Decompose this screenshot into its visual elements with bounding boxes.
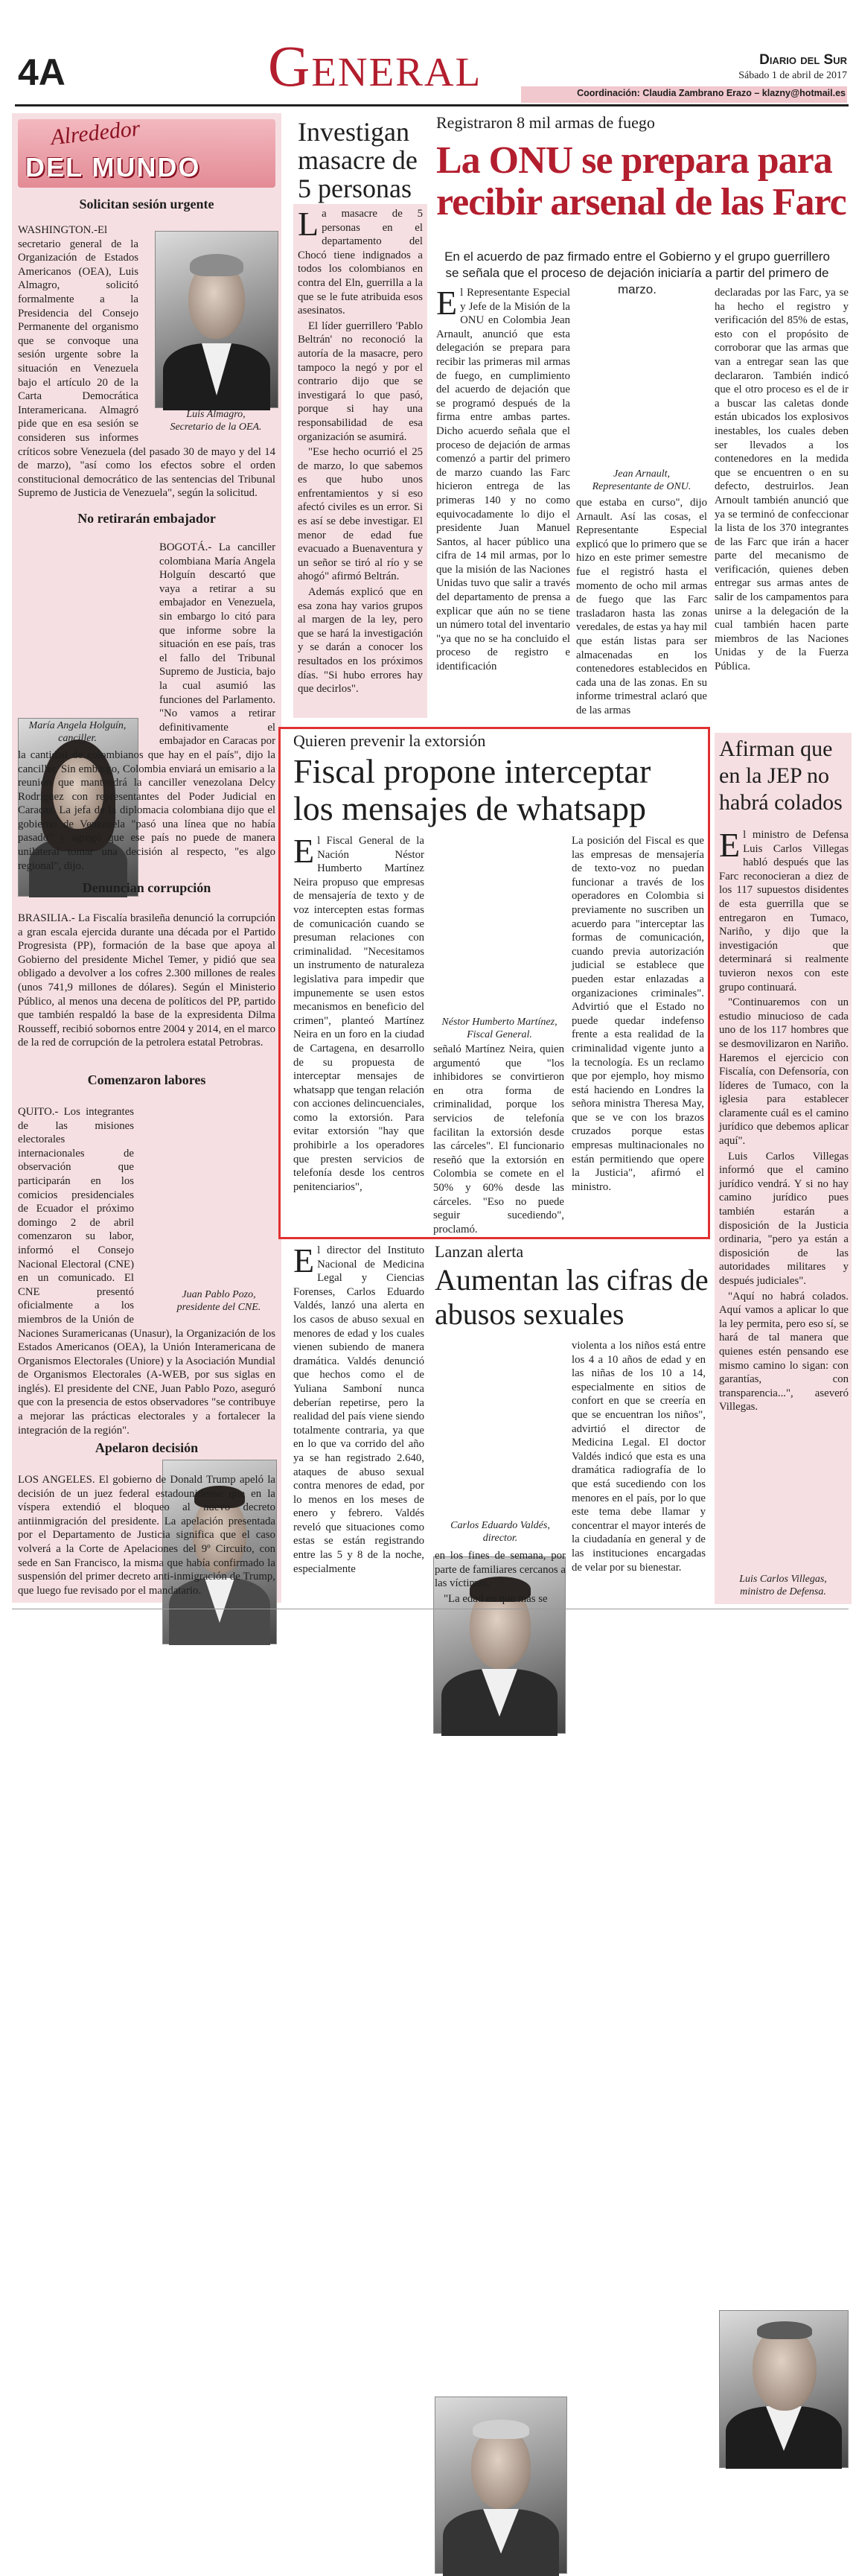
- sidebar-headline-4: Comenzaron labores: [87, 1072, 206, 1087]
- onu-headline: La ONU se prepara para recibir arsenal de las Farc: [436, 139, 846, 223]
- onu-col-2: [576, 496, 707, 725]
- fiscal-headline-2: los mensajes de whatsapp: [293, 789, 646, 827]
- onu-kicker: Registraron 8 mil armas de fuego: [436, 113, 655, 132]
- abusos-kicker: Lanzan alerta: [435, 1242, 524, 1261]
- story-text: l Fiscal General de la Nación Néstor Humberto Martínez Neira propuso que empresas de mensajería de texto y de voz intercepten estas formas de comunicación cuando se presuman relaciones con criminalidad. "Necesitamos un instrumento de naturaleza legislativa para impedir que impunemente se usen estos mecanismos en beneficio del crimen", planteó Martínez Neira en un foro en la ciudad de Cartagena, en desarrollo de su propuesta de interceptar mensajes de whatsapp que tengan relación con acciones delincuenciales, como la extorsión. Para evitar extorsión "hay que prohibirle a los operadores que presten servicios de telefonía desde los centros penitenciarios",: [293, 835, 424, 1193]
- story-text: l ministro de Defensa Luis Carlos Villegas habló después que las Farc reconocieran a diez de los 117 supuestos disidentes de esta guerrilla que se entregaron en Tumaco, Nariño, y dijo que la investigación que determinará si realmente tuvieron nexos con este grupo continuará.: [719, 829, 849, 993]
- caption-line: Representante de ONU.: [592, 481, 691, 492]
- caption-villegas: [715, 1573, 852, 1598]
- fiscal-headline-1: Fiscal propone interceptar: [293, 752, 651, 790]
- dropcap: E: [719, 826, 741, 864]
- onu-col-3: [715, 286, 849, 730]
- dropcap: L: [298, 205, 319, 243]
- fiscal-kicker: Quieren prevenir la extorsión: [293, 731, 486, 750]
- caption-line: Luis Almagro,: [186, 409, 246, 420]
- header-rule: [15, 104, 849, 106]
- caption-line: Fiscal General.: [467, 1029, 532, 1040]
- caption-line: canciller.: [58, 733, 97, 744]
- story-text: a masacre de 5 personas en el departamento del Chocó tiene indignados a todos los colombianos en contra del Eln, guerrilla a la que se le fute atribuida esos asesinatos.: [298, 208, 423, 317]
- caption-line: Juan Pablo Pozo,: [182, 1289, 256, 1300]
- masacre-headline: Investigan masacre de 5 personas: [298, 117, 418, 203]
- dropcap: E: [293, 832, 315, 870]
- abusos-col-2: [435, 1549, 566, 1609]
- photo-valdes: [435, 2397, 567, 2574]
- onu-deck: En el acuerdo de paz firmado entre el Gobierno y el grupo guerrillero se señala que el proceso de dejación iniciaría a partir del primero de marzo.: [444, 249, 830, 296]
- story-text: señaló Martínez Neira, quien argumentó que "los inhibidores se convirtieron en otra forma de criminalidad, porque los servicios de telefonía facilitan la extorsión desde las cárceles". El funcionario reseñó que la extorsión en Colombia se comete en el 50% y 60% desde las cárceles. "Eso no puede seguir sucediendo", proclamó.: [433, 1043, 564, 1235]
- sidebar-story-3: [18, 912, 275, 1058]
- caption-line: ministro de Defensa.: [740, 1586, 826, 1597]
- caption-line: Secretario de la OEA.: [170, 422, 262, 433]
- story-text: BOGOTÁ.- La canciller colombiana María Angela Holguín descartó que vaya a retirar a su embajador en Venezuela, sin embargo lo citó para que informe sobre la situación en ese país, tras el fallo del Tribunal Supremo de Justicia, bajo la cual asumió las funciones del Parlamento. "No vamos a retirar definitivamente el embajador en Caracas por la cantidad de colombianos que hay en el país", dijo la canciller. Sin embargo, Colombia enviará un emisario a la reunión que mantendrá la canciller venezolana Delcy Rodríguez con representantes del Poder Judicial en Caracas. La jefa de la diplomacia colombiana dijo que el gobierno de Venezuela "pasó una línea que no había pasado" y agregó que ese país no puede de manera unilateral tomar una decisión al respecto, "es algo regional", dijo.: [18, 541, 275, 872]
- world-banner: [18, 115, 275, 188]
- masacre-body: [298, 207, 423, 721]
- masthead: Diario del Sur: [759, 52, 847, 68]
- story-text: La posición del Fiscal es que las empresas de mensajería de texto-voz no puedan funcionar a través de los operadores en Colombia si previamente no suscriben un acuerdo para "interceptar las formas de comunicación, cuando previa autorización judicial se establece que pueden estar enlazadas a organizaciones criminales". Advirtió que el Estado no puede quedar indefenso frente a esta realidad de la criminalidad vigente junto a la tecnología. Es un reclamo que por ejemplo, hoy mismo está haciendo en Londres la señora ministra Theresa May, que se ve con los brazos cruzados porque estas empresas multinacionales no están permitiendo que opere la Justicia", afirmó el ministro.: [572, 835, 704, 1193]
- abusos-headline: Aumentan las cifras de abusos sexuales: [435, 1263, 709, 1331]
- story-text: Luis Carlos Villegas informó que el camino jurídico vendrá. Y si no hay camino jurídico pues también estarán a disposición de la Justicia ordinaria, "pero ya están a disposición de las autoridades militares y después judiciales".: [719, 1150, 849, 1287]
- story-text: Además explicó que en esa zona hay varios grupos al margen de la ley, pero que se hará la investigación y se darán a conocer los resultados en los próximos días. "Si hubo errores hay que decirlos".: [298, 586, 423, 696]
- onu-col-1: [436, 286, 570, 725]
- caption-martinez: [429, 1016, 570, 1041]
- story-text: "Continuaremos con un estudio minucioso de cada uno de los 117 hombres que se desmovilizaron en Nariño. Haremos el ejercicio con Fiscalía, con Defensoría, con líderes de Tumaco, con la iglesia para establecer claramente cuál es el camino jurídico que debemos aplicar aquí".: [719, 996, 849, 1148]
- banner-main: DEL MUNDO: [25, 152, 201, 182]
- story-text: violenta a los niños está entre los 4 a 10 años de edad y en las niñas de los 10 a 14, especialmente en sitios de confort en que se creería en que se encuentran los niños", advirtió el director de Medicina Legal. El doctor Valdés indicó que esta es una dramática radiografía de lo que está sucediendo con los menores en el país, por lo que este tema debe llamar y concentrar el mayor interés de la ciudadanía en general y de las instituciones encargadas de velar por su bienestar.: [572, 1340, 706, 1574]
- caption-arnault: [576, 468, 707, 493]
- fiscal-col-2: [433, 1043, 564, 1236]
- fiscal-col-1: [293, 834, 424, 1236]
- story-text: "Ese hecho ocurrió el 25 de marzo, lo que sabemos es que hubo unos enfrentamientos y si eso afectó civiles es un error. Si es así se debe investigar. El menor de edad fue evacuado a Buenaventura y un señor se tiró al río y se ahogó" afirmó Beltrán.: [298, 446, 423, 583]
- sidebar-story-2: [18, 541, 275, 873]
- sidebar-headline-3: Denuncian corrupción: [82, 880, 211, 895]
- sidebar-story-5: [18, 1473, 275, 1600]
- story-text: El líder guerrillero 'Pablo Beltrán' no reconoció la autoría de la masacre, pero tampoco la negó y por el contrario dijo que se investigará lo que pasó, porque si hay una responsabilidad de esa organización se asumirá.: [298, 319, 423, 443]
- banner-script: Alrededor: [49, 115, 141, 150]
- header-date: Sábado 1 de abril de 2017: [738, 70, 847, 81]
- sidebar-headline-5: Apelaron decisión: [95, 1440, 199, 1455]
- caption-line: presidente del CNE.: [176, 1302, 261, 1313]
- caption-line: Carlos Eduardo Valdés,: [450, 1520, 550, 1531]
- caption-line: Luis Carlos Villegas,: [739, 1574, 827, 1585]
- caption-line: Jean Arnault,: [613, 468, 670, 480]
- caption-line: director.: [482, 1533, 518, 1544]
- story-text: l Representante Especial y Jefe de la Misión de la ONU en Colombia Jean Arnault, anunció que esta delegación se prepara para recibir las primeras mil armas de fuego, en cumplimiento del acuerdo de dejación que se programó después de la firma entre ambas partes. Dicho acuerdo señala que el proceso de dejación de armas comenzó a partir del primero de marzo cuando las Farc hicieron entrega de las primeras 140 y no como equivocadamente lo dijo el presidente Juan Manuel Santos, al hacer público una cifra de 14 mil armas, por lo que la misión de las Naciones Unidas tuvo que salir a través del departamento de prensa a explicar que aún no se tiene un número total del inventario "ya que no se ha concluido el proceso de registro e identificación: [436, 287, 570, 673]
- story-text: QUITO.- Los integrantes de las misiones electorales internacionales de observación que participarán en los comicios presidenciales de Ecuador el próximo domingo 2 de abril comenzaron su labor, informó el Consejo Nacional Electoral (CNE) en un comunicado. El CNE presentó oficialmente a los miembros de la Unión de Naciones Suramericanas (Unasur), la Organización de los Estados Americanos (OEA), la Unión Interamericana de Organismos Electorales (Uniore) y la Asociación Mundial de Organismos Electorales (A-WEB, por sus siglas en inglés). El presidente del CNE, Juan Pablo Pozo, aseguró que con la presencia de estos observadores "se contribuye a mejorar las prácticas electorales y a fortalecer la integración de la región".: [18, 1106, 275, 1437]
- sidebar-story-1: [18, 223, 275, 500]
- dropcap: E: [436, 284, 458, 322]
- story-text: "Aquí no habrá colados. Aquí vamos a aplicar lo que la ley permita, pero eso sí, se hará de tal manera que quienes estén pensando ese mismo camino lo sigan: con garantías, con transparencia...", aseveró Villegas.: [719, 1290, 849, 1413]
- fiscal-col-3: [572, 834, 704, 1236]
- jep-headline: Afirman que en la JEP no habrá colados: [719, 737, 843, 815]
- coordination-line: Coordinación: Claudia Zambrano Erazo – klazny@hotmail.es: [577, 88, 846, 98]
- jep-body: [719, 828, 849, 1416]
- story-text: WASHINGTON.-El secretario general de la Organización de Estados Americanos (OEA), Luis Almagro, solicitó formalmente a la Presidencia del Consejo Permanente del organismo que se convoque una sesión urgente sobre la situación en Venezuela bajo el artículo 20 de la Carta Democrática Interamericana. Almagró pide que en esa sesión se consideren sus informes críticos sobre Venezuela (del pasado 30 de mayo y del 14 de marzo), "así como los efectos sobre el orden constitucional democrático de las sentencias del Tribunal Supremo de Justicia de Venezuela", según la solicitud.: [18, 224, 275, 500]
- sidebar-headline-1: Solicitan sesión urgente: [79, 197, 214, 212]
- story-text: BRASILIA.- La Fiscalía brasileña denunció la corrupción a gran escala ejercida durante una década por el Partido Progresista (PP), formación de la base que apoya al Gobierno del presidente Michel Temer, y pidió que sea obligado a devolver a los cofres 2.300 millones de reales (unos 741,9 millones de dólares). Según el Ministerio Público, al menos una decena de políticos del PP, partido que también respaldó la base de la expresidenta Dilma Rousseff, recibió sobornos entre 2004 y 2014, en el marco de la red de corrupción de la petrolera estatal Petrobras.: [18, 912, 275, 1049]
- story-text: "La edad en que más se: [444, 1592, 548, 1605]
- story-text: declaradas por las Farc, ya se ha hecho el registro y verificación del 85% de estas, esto con el propósito de corroborar que las armas que van a entregar sean las que declararon. También indicó que el otro proceso es el de ir a buscar las caletas donde están ubicados los explosivos inestables, los cuales deben ser llevados a los contenedores en la medida que se encuentren o en su defecto, destruirlos. Jean Arnoult también anunció que ya se terminó de confeccionar la lista de los 370 integrantes de las Farc que irán a hacer parte del mecanismo de verificación, quienes deben entregar sus armas antes de salir de los campamentos para unirse a la delegación de la cual también hacen parte miembros de las Naciones Unidas y de la Fuerza Pública.: [715, 287, 849, 673]
- story-text: que estaba en curso", dijo Arnault. Así las cosas, el Representante Especial explicó que lo primero que se hizo en este primer semestre fue el registró hasta el momento de ocho mil armas de fuego que las Farc trasladaron hasta las zonas veredales, de estas ya hay mil que están listas para ser almacenadas en los contenedores establecidos en cada una de las zonas. En su informe trimestral aclaró que de las armas: [576, 497, 707, 716]
- story-text: en los fines de semana, por parte de familiares cercanos a las víctimas.: [435, 1550, 566, 1590]
- page-number: 4A: [18, 51, 66, 93]
- sidebar-headline-2: No retirarán embajador: [77, 511, 216, 526]
- caption-valdes: [435, 1519, 566, 1545]
- caption-line: María Angela Holguín,: [28, 720, 127, 731]
- abusos-col-1: [293, 1241, 424, 1604]
- section-title: General: [268, 34, 482, 98]
- caption-line: Néstor Humberto Martínez,: [441, 1017, 558, 1028]
- abusos-col-3: [572, 1339, 706, 1607]
- dropcap: E: [293, 1241, 315, 1279]
- photo-villegas: [719, 2310, 849, 2468]
- story-text: LOS ANGELES. El gobierno de Donald Trump apeló la decisión de un juez federal estadounidense que en la víspera extendió el bloqueo al nuevo decreto antiinmigración del presidente. La apelación presentada por el Departamento de Justicia significa que el caso volverá a la Corte de Apelaciones del 9º Circuito, con sede en San Francisco, la misma que había confirmado la suspensión del primer decreto anti-inmigración de Trump, que luego fue revisado por el mandatario.: [18, 1474, 275, 1597]
- sidebar-story-4: [18, 1105, 275, 1437]
- story-text: l director del Instituto Nacional de Medicina Legal y Ciencias Forenses, Carlos Eduardo Valdés, lanzó una alerta en los casos de abuso sexual en menores de edad y los cuales vienen subiendo de manera dramática. Valdés denunció que hechos como el de Yuliana Samboní nunca deberían repetirse, pero la realidad del país viene siendo totalmente contraria, ya que en lo que va corrido del año ya se han registrado 2.640, ataques de abuso sexual contra menores de edad, por lo menos en los meses de enero y febrero. Valdés reveló que situaciones como estas se están registrando entre las 5 y 8 de la noche, especialmente: [293, 1244, 424, 1575]
